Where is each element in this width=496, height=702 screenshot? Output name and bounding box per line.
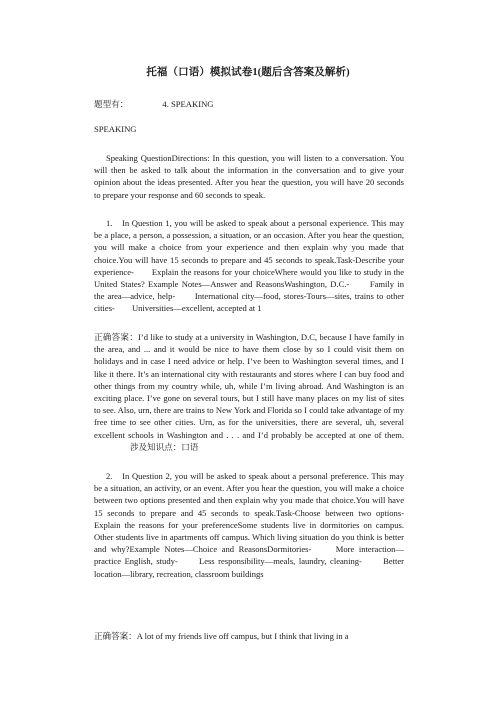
question-type-value: 4. SPEAKING [162,99,214,109]
question-type-label: 题型有： [94,99,129,109]
question-type-line [94,98,213,110]
answer-2-paragraph: 正确答案：A lot of my friends live off campus, but I think that living in a [94,631,349,641]
question-2-paragraph: 2. In Question 2, you will be asked to speak about a personal preference. This may be a situation, an activity, or an event. After you hear the question, you will make a choice between two options presented and then explain why you made that choice.You will have 15 seconds to prepare and 45 seconds to speak.Task-Choose between two options- Explain the reasons for your preferenceSome students live in dormitories on campus. Other students live in apartments off campus. Which living situation do you think is better and why?Example Notes—Choice and ReasonsDormitories- More interaction—practice English, study- Less responsibility—meals, laundry, cleaning- Better location—library, recreation, classroom buildings [94,471,422,579]
section-heading: SPEAKING [94,124,137,134]
document-title: 托福（口语）模拟试卷1(题后含答案及解析) [146,67,350,78]
answer-1-topic-tag: 涉及知识点：口语 [130,441,199,452]
directions-paragraph: Speaking QuestionDirections: In this question, you will listen to a conversation. You will then be asked to talk about the information in the conversation and to give your opinion about the ideas presented. After you hear the question, you will have 20 seconds to prepare your response and 60 seconds to speak. [94,153,404,200]
question-1-paragraph: 1. In Question 1, you will be asked to speak about a personal experience. This may be a place, a person, a possession, a situation, or an occasion. After you hear the question, you will make a choice from your experience and then explain why you made that choice.You will have 15 seconds to prepare and 45 seconds to speak.Task-Describe your experience- Explain the reasons for your choiceWhere would you like to study in the United States? Example Notes—Answer and ReasonsWashington, D.C.- Family in the area—advice, help- International city—food, stores-Tours—sites, trains to other cities- Universities—excellent, accepted at 1 [94,218,404,314]
answer-1-text: 正确答案：I’d like to study at a university in Washington, D.C, because I have family in the area, and ... and it would be nice to have them close by so I could visit them on holidays and in case I need advice or help. I’ve been to Washington several times, and I like it there. It’s an international city with restaurants and stores where I can buy food and other things from my country while, uh, while I’m living abroad. And Washington is an exciting place. I’ve gone on several tours, but I still have many places on my list of sites to see. Also, urn, there are trains to New York and Florida so I could take advantage of my free time to see other cities. Urn, as for the universities, there are several, uh, several excellent schools in Washington and . . . and I’d probably be accepted at one of them. [94,332,404,440]
answer-1-paragraph [94,331,404,453]
